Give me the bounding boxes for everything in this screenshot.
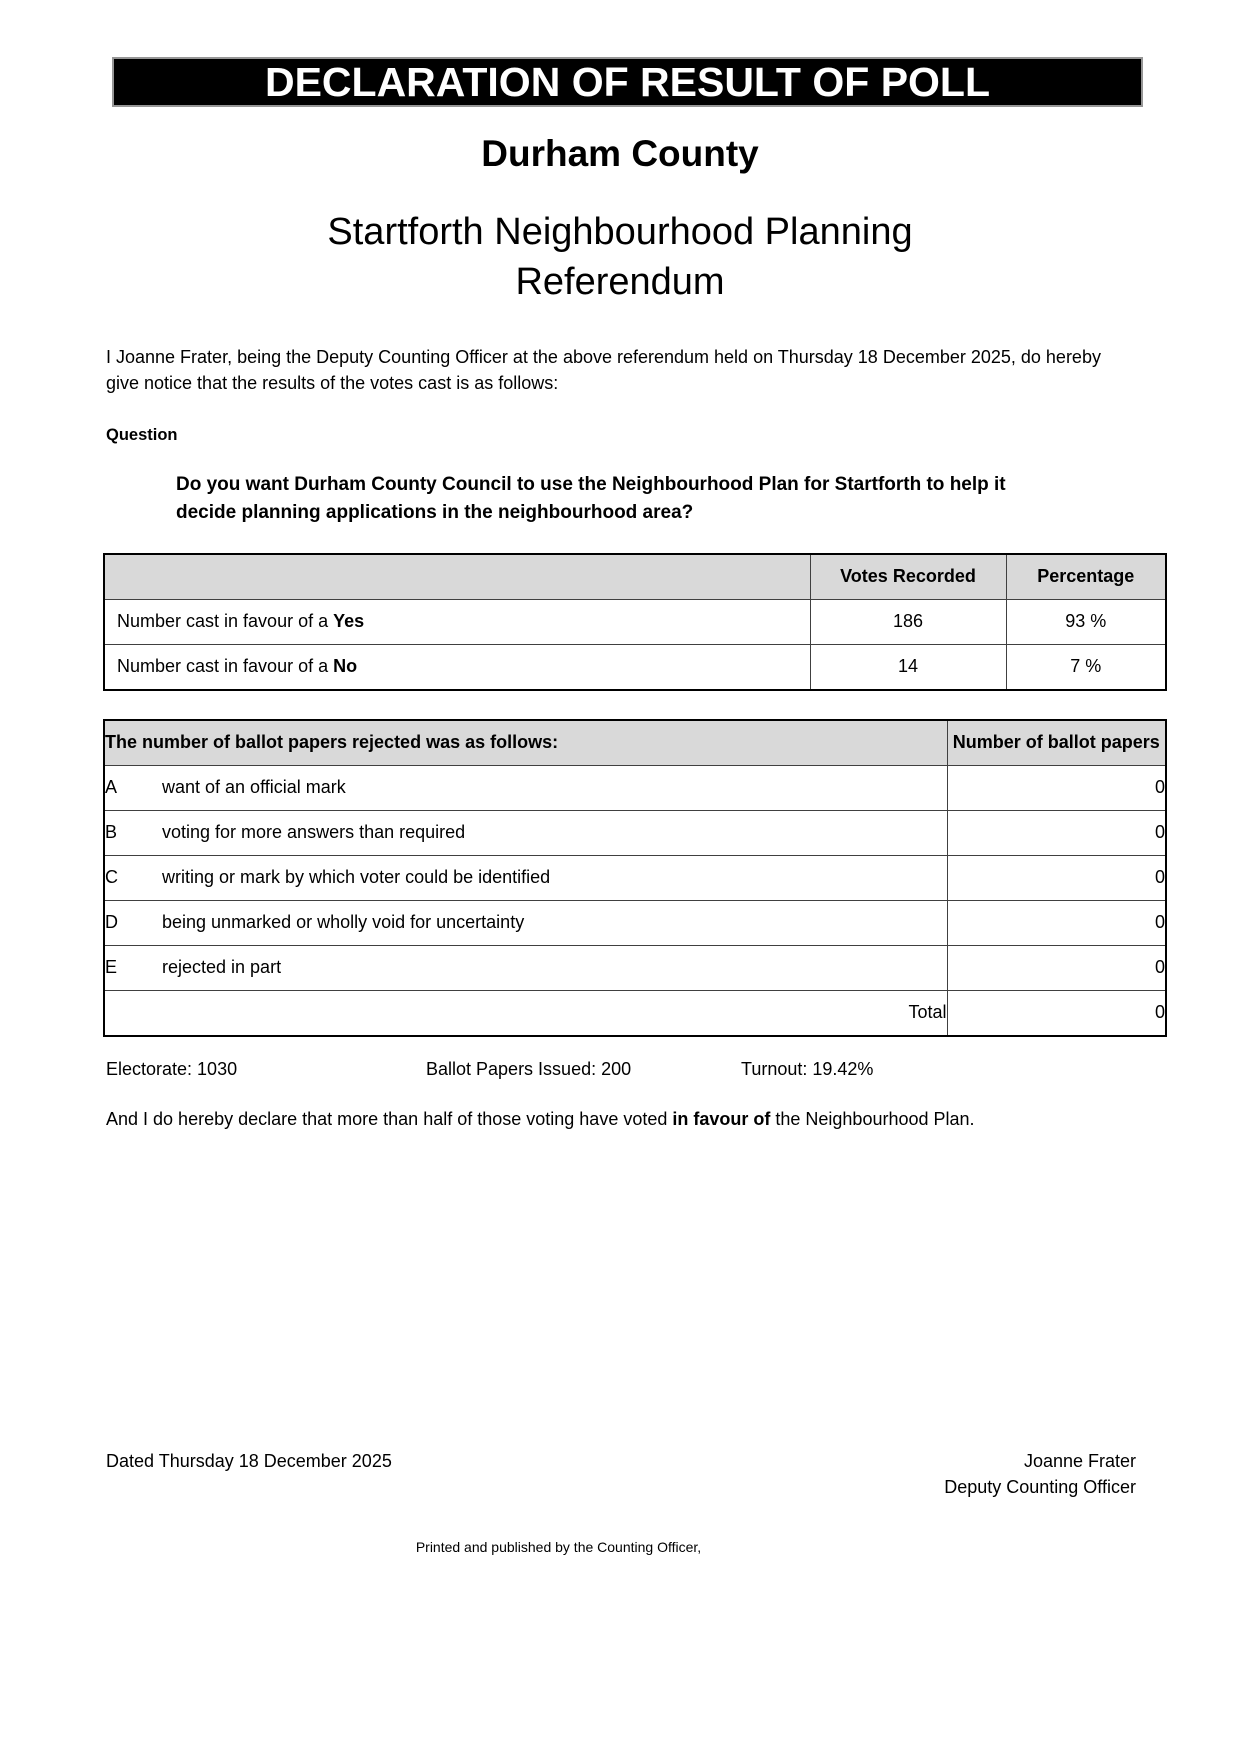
rejected-row-b-count: 0 [947,810,1166,855]
rejected-row-d [104,900,1166,945]
footer-row [106,1448,1136,1500]
rejected-row-a-code: A [105,777,118,797]
rejected-row-c-code: C [105,867,118,887]
declaration-prefix: And I do hereby declare that more than half of those voting have voted [106,1108,673,1129]
rejected-row-d-description [104,900,947,945]
question-label: Question [106,426,178,445]
rejected-row-b-code: B [105,822,118,842]
referendum-title: Startforth Neighbourhood Planning Referendum [327,211,913,304]
rejected-row-b [104,810,1166,855]
results-header-votes-recorded: Votes Recorded [810,554,1006,600]
results-yes-percentage: 93 % [1006,599,1166,644]
signatory-name: Joanne Frater [1023,1451,1136,1471]
intro-paragraph: I Joanne Frater, being the Deputy Counting Officer at the above referendum held on Thursday 18 December 2025, do hereby give notice that the results of the votes cast is as follows: [106,347,1101,393]
rejected-row-a-count: 0 [947,765,1166,810]
rejected-table-title: The number of ballot papers rejected was as follows: [104,720,947,766]
rejected-total-label: Total [104,990,947,1036]
rejected-row-d-text: being unmarked or wholly void for uncertainty [162,912,525,932]
rejected-total-row [104,990,1166,1036]
rejected-count-header: Number of ballot papers [947,720,1166,766]
rejected-row-e-count: 0 [947,945,1166,990]
results-yes-label-bold: Yes [333,611,365,631]
rejected-row-a-text: want of an official mark [162,777,346,797]
results-header-percentage: Percentage [1006,554,1166,600]
rejected-row-e-text: rejected in part [162,957,282,977]
rejected-row-d-code: D [105,912,118,932]
results-no-label-prefix: Number cast in favour of a [117,656,334,676]
results-row-no [104,644,1166,690]
rejected-row-c-description [104,855,947,900]
turnout-stat: Turnout: 19.42% [741,1058,874,1079]
ballot-papers-issued-stat: Ballot Papers Issued: 200 [426,1058,632,1079]
rejected-ballots-table [103,719,1167,1037]
results-no-percentage: 7 % [1006,644,1166,690]
rejected-row-a [104,765,1166,810]
document-title-banner [112,57,1143,107]
authority-name: Durham County [481,133,759,174]
rejected-row-c [104,855,1166,900]
rejected-row-e-description [104,945,947,990]
results-no-votes: 14 [810,644,1006,690]
signatory-title: Deputy Counting Officer [944,1477,1136,1498]
rejected-row-e-code: E [105,957,118,977]
rejected-header-row [104,720,1166,766]
rejected-row-b-text: voting for more answers than required [162,822,466,842]
electorate-stat: Electorate: 1030 [106,1058,238,1079]
question-text: Do you want Durham County Council to use the Neighbourhood Plan for Startforth to help it decide planning applications in the neighbourhood area? [176,474,1006,523]
statistics-row [106,1059,1240,1080]
rejected-row-b-description [104,810,947,855]
declaration-bold: in favour of [672,1108,771,1129]
results-header-row [104,554,1166,600]
declaration-suffix: the Neighbourhood Plan. [770,1108,975,1129]
document-title: DECLARATION OF RESULT OF POLL [264,58,991,105]
rejected-row-d-count: 0 [947,900,1166,945]
printed-note: Printed and published by the Counting Officer, [415,1539,702,1555]
results-yes-label-prefix: Number cast in favour of a [117,611,334,631]
dated-line: Dated Thursday 18 December 2025 [106,1451,392,1471]
results-row-yes [104,599,1166,644]
results-yes-label [104,599,810,644]
rejected-row-a-description [104,765,947,810]
declaration-paragraph [106,1106,1136,1132]
results-no-label [104,644,810,690]
results-table [103,553,1167,691]
rejected-total-count: 0 [947,990,1166,1036]
results-yes-votes: 186 [810,599,1006,644]
results-no-label-bold: No [333,656,358,676]
rejected-row-e [104,945,1166,990]
rejected-row-c-count: 0 [947,855,1166,900]
signature-block [944,1448,1136,1500]
rejected-row-c-text: writing or mark by which voter could be identified [162,867,551,887]
results-header-empty [104,554,810,600]
